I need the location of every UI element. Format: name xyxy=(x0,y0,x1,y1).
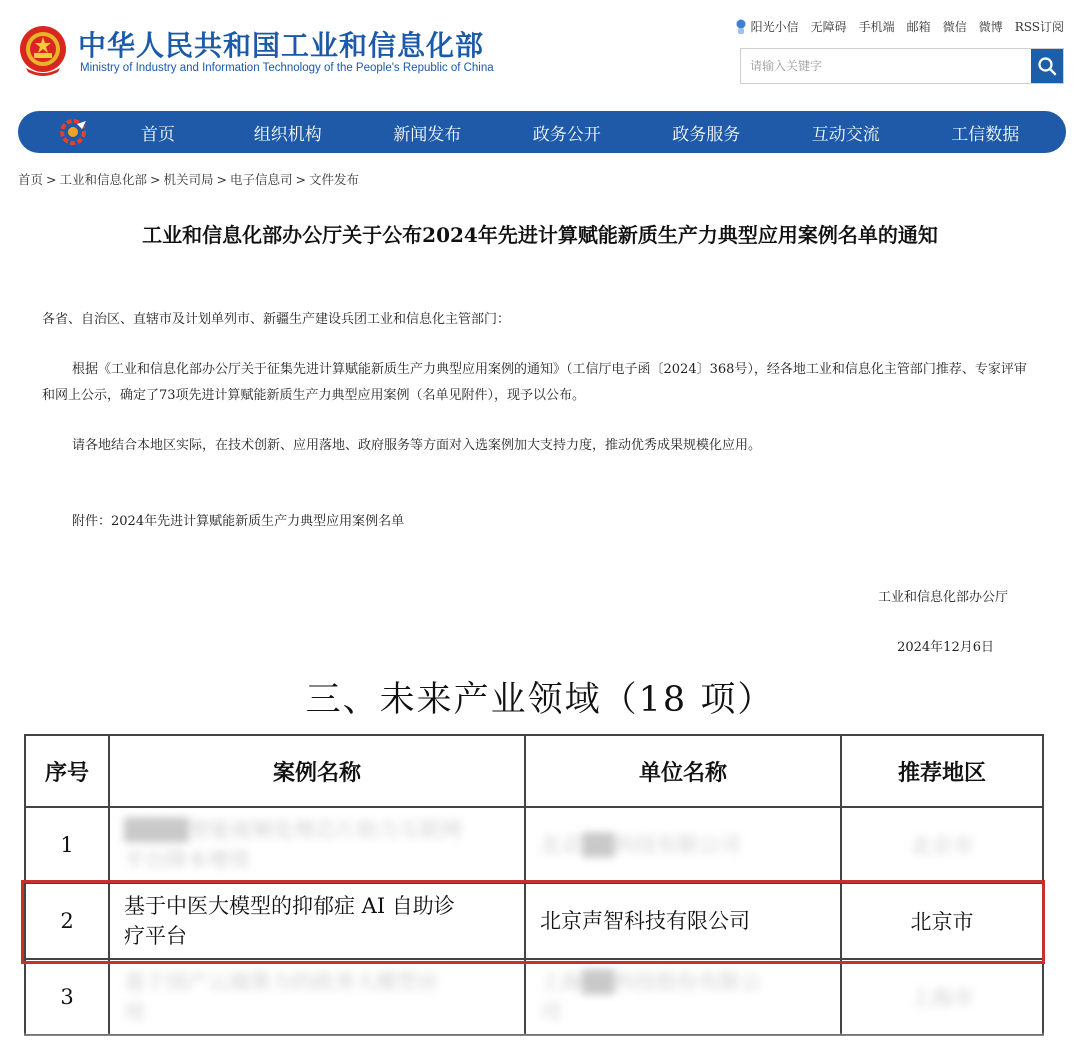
breadcrumb-departments[interactable]: 机关司局 xyxy=(163,172,214,187)
top-link-yangguang[interactable]: 阳光小信 xyxy=(735,18,799,35)
top-links xyxy=(735,18,1064,35)
article-attachment-link[interactable]: 附件：2024年先进计算赋能新质生产力典型应用案例名单 xyxy=(72,514,405,529)
table-row xyxy=(25,807,1043,883)
mascot-icon xyxy=(735,19,747,35)
top-link-rss[interactable]: RSS订阅 xyxy=(1014,20,1064,34)
breadcrumb-ministry[interactable]: 工业和信息化部 xyxy=(59,172,148,187)
search-input[interactable] xyxy=(741,49,1031,83)
article-signature: 工业和信息化部办公厅 xyxy=(877,590,1008,605)
search-button[interactable] xyxy=(1031,49,1063,83)
column-header-case-name: 案例名称 xyxy=(109,735,525,807)
site-title[interactable]: 中华人民共和国工业和信息化部 xyxy=(78,29,485,62)
breadcrumb-home[interactable]: 首页 xyxy=(18,172,44,187)
article-paragraph-1: 根据《工业和信息化部办公厅关于征集先进计算赋能新质生产力典型应用案例的通知》（工信厅电子函〔2024〕368号），经各地工业和信息化主管部门推荐、专家评审和网上公示，确定了73项先进计算赋能新质生产力典型应用案例（名单见附件），现予以公布。 xyxy=(42,362,1027,403)
row-unit: 北京██科技有限公司 xyxy=(525,807,841,883)
article-paragraph-2: 请各地结合本地区实际，在技术创新、应用落地、政府服务等方面对入选案例加大支持力度，推动优秀成果规模化应用。 xyxy=(72,438,762,453)
breadcrumb-electronics-dept[interactable]: 电子信息司 xyxy=(230,172,293,187)
top-link-weibo[interactable]: 微博 xyxy=(978,20,1003,34)
row-case-name: ████智能视频处理芯片助力互联网 平台降本增效 xyxy=(109,807,525,883)
row-unit: 上海██科技股份有限公 司 xyxy=(525,959,841,1035)
nav-interaction[interactable]: 互动交流 xyxy=(811,124,880,145)
row-region: 北京市 xyxy=(841,807,1043,883)
main-nav xyxy=(18,111,1066,153)
site-title-english: Ministry of Industry and Information Technology of the People's Republic of China xyxy=(80,62,494,74)
row-region: 上海市 xyxy=(841,959,1043,1035)
row-case-name: 基于国产云端算力的政务大模型应 用 xyxy=(109,959,525,1035)
top-link-accessibility[interactable]: 无障碍 xyxy=(810,20,847,34)
row-number: 3 xyxy=(25,959,109,1035)
column-header-region: 推荐地区 xyxy=(841,735,1043,807)
breadcrumb-documents[interactable]: 文件发布 xyxy=(309,172,360,187)
table-section-heading: 三、未来产业领域（18 项） xyxy=(305,680,775,720)
national-emblem-icon xyxy=(18,24,68,78)
search-icon xyxy=(1037,56,1057,76)
row-case-name: 基于中医大模型的抑郁症 AI 自助诊 疗平台 xyxy=(109,883,525,959)
top-link-wechat[interactable]: 微信 xyxy=(942,20,967,34)
case-list-table xyxy=(24,734,1044,1036)
image-fade xyxy=(0,1032,1080,1042)
column-header-unit: 单位名称 xyxy=(525,735,841,807)
breadcrumb: 首页 > 工业和信息化部 > 机关司局 > 电子信息司 > 文件发布 xyxy=(18,172,360,187)
column-header-number: 序号 xyxy=(25,735,109,807)
search-bar xyxy=(740,48,1064,84)
nav-news[interactable]: 新闻发布 xyxy=(393,124,462,145)
top-link-mobile[interactable]: 手机端 xyxy=(858,20,895,34)
nav-organization[interactable]: 组织机构 xyxy=(253,124,322,145)
nav-data[interactable]: 工信数据 xyxy=(951,124,1020,145)
table-row-highlighted xyxy=(25,883,1043,959)
row-unit: 北京声智科技有限公司 xyxy=(525,883,841,959)
article-date: 2024年12月6日 xyxy=(897,640,994,655)
table-header-row xyxy=(25,735,1043,807)
nav-government-affairs[interactable]: 政务公开 xyxy=(532,124,601,145)
top-link-mail[interactable]: 邮箱 xyxy=(906,20,931,34)
nav-services[interactable]: 政务服务 xyxy=(672,124,741,145)
ministry-logo-icon xyxy=(54,117,94,147)
nav-home[interactable]: 首页 xyxy=(141,124,175,145)
row-number: 2 xyxy=(25,883,109,959)
article-title: 工业和信息化部办公厅关于公布2024年先进计算赋能新质生产力典型应用案例名单的通知 xyxy=(142,223,938,247)
table-row xyxy=(25,959,1043,1035)
row-region: 北京市 xyxy=(841,883,1043,959)
article-salutation: 各省、自治区、直辖市及计划单列市、新疆生产建设兵团工业和信息化主管部门： xyxy=(42,312,511,327)
row-number: 1 xyxy=(25,807,109,883)
